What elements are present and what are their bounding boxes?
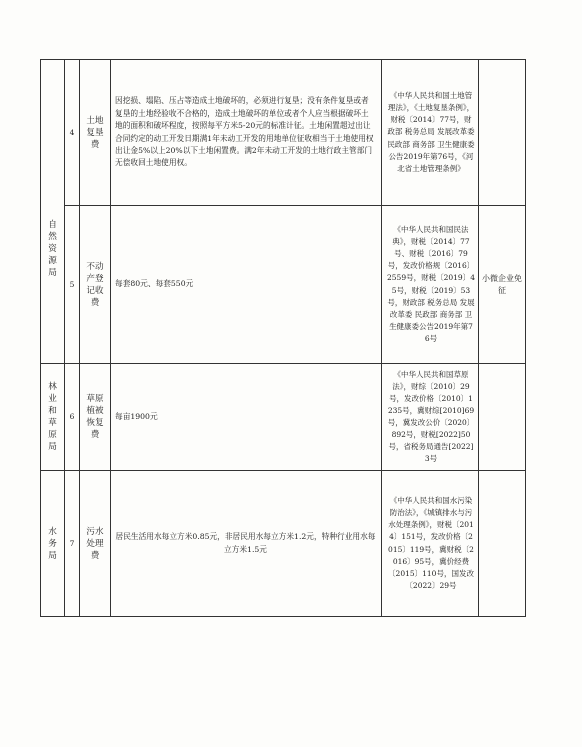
note-cell — [479, 364, 526, 471]
note-cell — [479, 60, 526, 206]
note-cell — [479, 471, 526, 617]
fee-standard: 每亩1900元 — [115, 411, 158, 421]
table-row-4 — [41, 60, 526, 206]
fee-name: 草原植被恢复费 — [86, 394, 104, 440]
policy-basis: 《中华人民共和国草原法》，财综〔2010〕29号，发改价格〔2010〕1235号，冀财综[2010]69号，冀发改公价〔2020〕892号，财税[2022]50号，省税务局通告[2022]3号 — [387, 369, 475, 464]
fee-name: 污水处理费 — [86, 526, 104, 561]
department-label: 自然资源局 — [48, 219, 57, 278]
fee-standard: 居民生活用水每立方米0.85元，非居民用水每立方米1.2元，特种行业用水每立方米1.5元 — [115, 532, 376, 554]
number-cell — [65, 364, 80, 471]
row-number: 6 — [69, 412, 75, 421]
number-cell — [65, 60, 80, 206]
table-row-7 — [41, 471, 526, 617]
number-cell — [65, 206, 80, 364]
basis-cell — [382, 364, 479, 471]
basis-cell — [382, 471, 479, 617]
table-row-5 — [41, 206, 526, 364]
standard-cell — [111, 364, 382, 471]
standard-cell — [111, 206, 382, 364]
department-label: 水务局 — [48, 526, 57, 561]
department-cell — [41, 471, 65, 617]
number-cell — [65, 471, 80, 617]
row-number: 7 — [69, 538, 75, 548]
note-cell — [479, 206, 526, 364]
standard-cell — [111, 60, 382, 206]
fee-name-cell — [80, 206, 111, 364]
fee-name: 不动产登记收费 — [86, 261, 104, 308]
fee-standard: 每套80元、每套550元 — [115, 279, 194, 289]
department-cell — [41, 364, 65, 471]
row-number: 5 — [69, 279, 75, 289]
department-label: 林业和草原局 — [48, 382, 57, 452]
policy-basis: 《中华人民共和国民法典》，财税〔2014〕77号、财税〔2016〕79号，发改价格规〔2016〕2559号，财税〔2019〕45号，财税〔2019〕53号，财政部 税务总局 发展改革委 民政部 商务部 卫生健康委公告2019年第76号 — [387, 225, 475, 343]
fee-table — [40, 59, 526, 617]
basis-cell — [382, 206, 479, 364]
department-cell — [41, 60, 65, 364]
policy-basis: 《中华人民共和国水污染防治法》，《城镇排水与污水处理条例》，财税〔2014〕151号，发改价格〔2015〕119号，冀财税〔2016〕95号，冀价经费〔2015〕110号，国发改〔2022〕29号 — [388, 496, 474, 590]
fee-name-cell — [80, 364, 111, 471]
table-row-6 — [41, 364, 526, 471]
remark: 小微企业免征 — [482, 273, 522, 295]
fee-name: 土地复垦费 — [86, 115, 104, 150]
basis-cell — [382, 60, 479, 206]
standard-cell — [111, 471, 382, 617]
fee-standard: 因挖损、塌陷、压占等造成土地破坏的，必须进行复垦；没有条件复垦或者复垦的土地经验收不合格的，造成土地破坏的单位或者个人应当根据破坏土地的面积和破坏程度，按照每平方米5-20元的标准计征。土地闲置超过出让合同约定的动工开发日期满1年未动工开发的用地单位征收相当于土地使用权出让金5%以上20%以下土地闲置费。满2年未动工开发的土地行政主管部门无偿收回土地使用权。 — [115, 96, 374, 168]
policy-basis: 《中华人民共和国土地管理法》，《土地复垦条例》，财税〔2014〕77号，财政部 税务总局 发展改革委 民政部 商务部 卫生健康委公告2019年第76号，《河北省土地管理条例》 — [387, 91, 475, 173]
row-number: 4 — [69, 127, 75, 137]
fee-name-cell — [80, 471, 111, 617]
fee-name-cell — [80, 60, 111, 206]
